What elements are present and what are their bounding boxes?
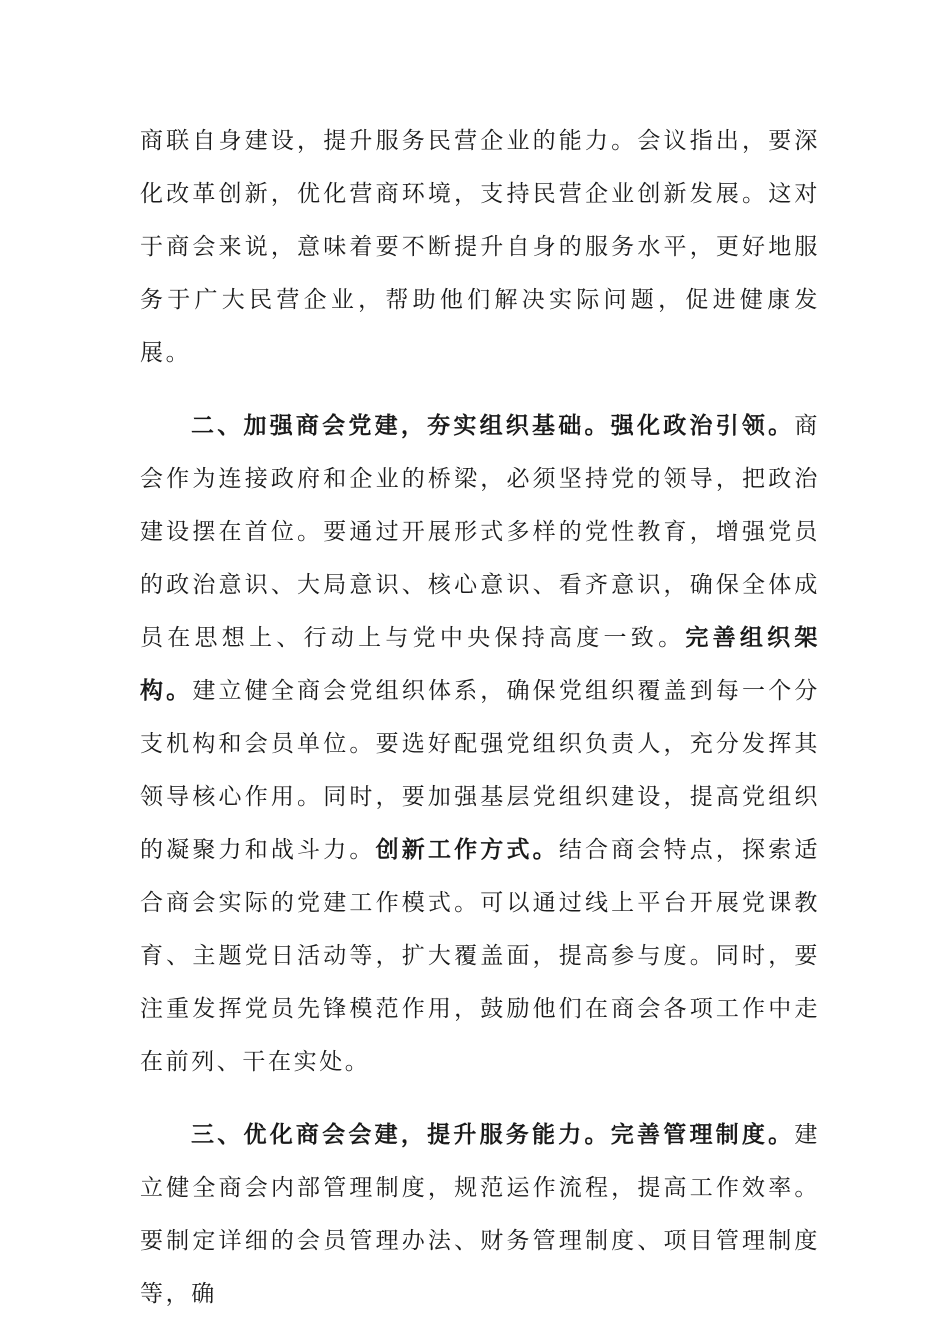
- subheading-work-methods: 创新工作方式。: [375, 837, 559, 863]
- paragraph-3: [140, 1109, 820, 1321]
- paragraph-2-text-3: 结合商会特点，探索适合商会实际的党建工作模式。可以通过线上平台开展党课教育、主题党日活动等，扩大覆盖面，提高参与度。同时，要注重发挥党员先锋模范作用，鼓励他们在商会各项工作中走在前列、干在实处。: [140, 837, 821, 1075]
- paragraph-2-text-2: 建立健全商会党组织体系，确保党组织覆盖到每一个分支机构和会员单位。要选好配强党组织负责人，充分发挥其领导核心作用。同时，要加强基层党组织建设，提高党组织的凝聚力和战斗力。: [140, 678, 820, 863]
- document-body: [140, 115, 820, 1341]
- paragraph-1-text: 商联自身建设，提升服务民营企业的能力。会议指出，要深化改革创新，优化营商环境，支持民营企业创新发展。这对于商会来说，意味着要不断提升自身的服务水平，更好地服务于广大民营企业，帮助他们解决实际问题，促进健康发展。: [140, 128, 820, 366]
- paragraph-2-text-1: 商会作为连接政府和企业的桥梁，必须坚持党的领导，把政治建设摆在首位。要通过开展形式多样的党性教育，增强党员的政治意识、大局意识、核心意识、看齐意识，确保全体成员在思想上、行动上与党中央保持高度一致。: [140, 413, 820, 651]
- subheading-management-system: 完善管理制度。: [610, 1122, 795, 1148]
- section-heading-3: 三、优化商会会建，提升服务能力。: [191, 1122, 611, 1148]
- subheading-organization-structure: 完善组织架构。: [140, 625, 821, 704]
- section-heading-2: 二、加强商会党建，夯实组织基础。: [191, 413, 611, 439]
- paragraph-2: [140, 400, 820, 1089]
- subheading-political-leadership: 强化政治引领。: [610, 413, 795, 439]
- paragraph-3-text-1: 建立健全商会内部管理制度，规范运作流程，提高工作效率。要制定详细的会员管理办法、财务管理制度、项目管理制度等，确: [140, 1122, 820, 1307]
- paragraph-1: [140, 115, 820, 380]
